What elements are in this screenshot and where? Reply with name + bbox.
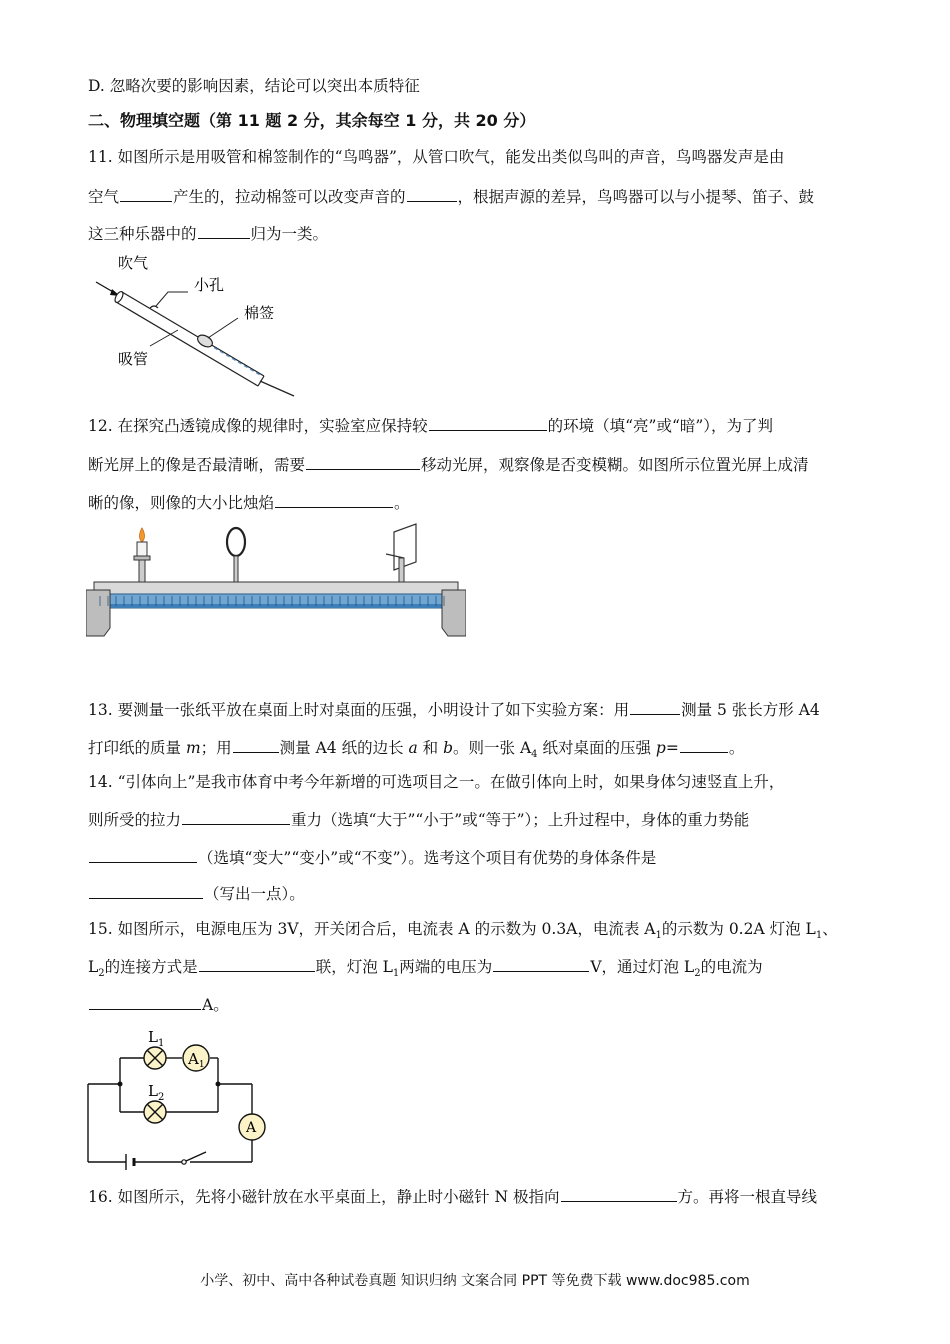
q12-text: 。 — [394, 494, 410, 512]
answer-blank — [89, 848, 197, 863]
q14-line2 — [88, 810, 749, 830]
page-footer: 小学、初中、高中各种试卷真题 知识归纳 文案合同 PPT 等免费下载 www.doc985.com — [200, 1273, 750, 1289]
q13-text: 测量 5 张长方形 A4 — [681, 701, 820, 719]
q13-text: = — [665, 739, 679, 757]
answer-blank — [561, 1187, 677, 1202]
q16-text: 16. 如图所示，先将小磁针放在水平桌面上，静止时小磁针 N 极指向 — [88, 1188, 560, 1206]
q15-text: 联，灯泡 L — [315, 958, 393, 976]
answer-blank — [493, 957, 589, 972]
q13-line1 — [88, 700, 820, 720]
swab-leader — [208, 318, 238, 338]
q14-line4 — [88, 884, 305, 904]
q15-text: 的示数为 0.2A 灯泡 L — [661, 920, 816, 938]
q13-text: 测量 A4 纸的边长 — [279, 739, 409, 757]
subscript: 1 — [392, 968, 400, 980]
q13-text: 纸对桌面的压强 — [537, 739, 656, 757]
q11-text: 产生的，拉动棉签可以改变声音的 — [173, 188, 406, 206]
answer-blank — [233, 738, 279, 753]
bird-whistle-figure — [88, 250, 318, 400]
q13-text: 和 — [417, 739, 444, 757]
subscript: 2 — [694, 968, 701, 980]
subscript: 4 — [531, 749, 538, 761]
q14-line1: 14. “引体向上”是我市体育中考今年新增的可选项目之一。在做引体向上时，如果身体匀速竖直上升， — [88, 773, 785, 791]
q13-text: 。 — [728, 739, 745, 757]
q14-line3 — [88, 848, 656, 868]
hole-leader — [156, 292, 188, 306]
swab-stick — [260, 381, 294, 396]
ammeter-a1 — [183, 1045, 209, 1071]
q16-line1 — [88, 1187, 817, 1207]
var-a: a — [408, 739, 418, 757]
battery — [126, 1154, 134, 1170]
var-m: m — [185, 739, 201, 757]
answer-blank — [407, 187, 457, 202]
q14-text: 重力（选填“大于”“小于”或“等于”）；上升过程中，身体的重力势能 — [291, 811, 750, 829]
hole-mark — [150, 306, 158, 308]
circuit-diagram — [86, 1020, 276, 1170]
subscript: 1 — [815, 930, 823, 942]
option-d: D. 忽略次要的影响因素，结论可以突出本质特征 — [88, 77, 420, 95]
section-title: 二、物理填空题（第 11 题 2 分，其余每空 1 分，共 20 分） — [88, 111, 536, 130]
answer-blank — [198, 224, 250, 239]
swab-inside — [208, 344, 260, 375]
q14-text: （选填“变大”“变小”或“不变”）。选考这个项目有优势的身体条件是 — [198, 849, 657, 867]
q12-text: 断光屏上的像是否最清晰，需要 — [88, 456, 306, 474]
answer-blank — [89, 995, 201, 1010]
q15-text: A。 — [202, 996, 229, 1014]
junction — [118, 1082, 123, 1087]
answer-blank — [680, 738, 728, 753]
label-hole: 小孔 — [194, 276, 225, 294]
q13-text: 打印纸的质量 — [88, 739, 186, 757]
q12-text: 12. 在探究凸透镜成像的规律时，实验室应保持较 — [88, 417, 428, 435]
subscript: 2 — [98, 968, 105, 980]
q12-text: 的环境（填“亮”或“暗”），为了判 — [547, 417, 774, 435]
answer-blank — [120, 187, 172, 202]
q11-text: 归为一类。 — [250, 225, 329, 243]
svg-text:A: A — [246, 1120, 257, 1136]
q12-line1 — [88, 416, 773, 436]
lamp-l1 — [144, 1047, 166, 1069]
label-swab: 棉签 — [244, 304, 275, 322]
label-l2: $L_2$ — [148, 1082, 165, 1103]
q15-text: L — [88, 958, 99, 976]
var-b: b — [443, 739, 454, 757]
answer-blank — [306, 455, 420, 470]
answer-blank — [199, 957, 315, 972]
optical-bench-figure — [86, 518, 466, 643]
q12-text: 晰的像，则像的大小比烛焰 — [88, 494, 275, 512]
q11-line3 — [88, 224, 328, 244]
light-screen — [386, 524, 416, 590]
q15-text: 的连接方式是 — [104, 958, 198, 976]
q15-text: 15. 如图所示，电源电压为 3V，开关闭合后，电流表 A 的示数为 0.3A，电流表 A — [88, 920, 656, 938]
q11-line1: 11. 如图所示是用吸管和棉签制作的“鸟鸣器”，从管口吹气，能发出类似鸟叫的声音，鸟鸣器发声是由 — [88, 148, 785, 166]
q13-line2 — [88, 738, 744, 765]
label-straw: 吸管 — [118, 350, 149, 368]
answer-blank — [275, 493, 393, 508]
q15-text: 、 — [822, 920, 838, 938]
q15-line3 — [88, 995, 229, 1015]
q13-text: 。则一张 A — [453, 739, 532, 757]
ammeter-a — [239, 1114, 265, 1140]
straw-leader — [150, 330, 178, 346]
wires — [88, 1058, 252, 1162]
junction — [216, 1082, 221, 1087]
answer-blank — [429, 416, 547, 431]
subscript: 1 — [655, 930, 662, 942]
q12-line2 — [88, 455, 809, 475]
lamp-l2 — [144, 1101, 166, 1123]
q12-line3 — [88, 493, 410, 513]
q15-text: 的电流为 — [700, 958, 763, 976]
q13-text: ；用 — [200, 739, 232, 757]
answer-blank — [630, 700, 680, 715]
q11-text: ，根据声源的差异，鸟鸣器可以与小提琴、笛子、鼓 — [457, 188, 815, 206]
q15-line1 — [88, 919, 838, 946]
q12-text: 移动光屏，观察像是否变模糊。如图所示位置光屏上成清 — [421, 456, 809, 474]
q14-text: 则所受的拉力 — [88, 811, 182, 829]
q13-text: 13. 要测量一张纸平放在桌面上时对桌面的压强，小明设计了如下实验方案：用 — [88, 701, 630, 719]
q15-text: V，通过灯泡 L — [590, 958, 695, 976]
straw — [113, 290, 264, 386]
q11-line2 — [88, 187, 814, 207]
bench-rail — [86, 582, 466, 636]
q11-text: 空气 — [88, 188, 120, 206]
q14-text: （写出一点）。 — [204, 885, 305, 903]
q15-text: 两端的电压为 — [399, 958, 493, 976]
q11-text: 这三种乐器中的 — [88, 225, 197, 243]
q15-line2 — [88, 957, 763, 984]
label-l1: $L_1$ — [148, 1028, 165, 1049]
label-blow: 吹气 — [118, 254, 149, 272]
convex-lens — [227, 528, 245, 590]
candle — [134, 528, 150, 588]
answer-blank — [182, 810, 290, 825]
var-p: p — [655, 739, 666, 757]
q16-text: 方。再将一根直导线 — [677, 1188, 818, 1206]
answer-blank — [89, 884, 203, 899]
svg-text:A1: $A_1$ — [188, 1050, 205, 1070]
